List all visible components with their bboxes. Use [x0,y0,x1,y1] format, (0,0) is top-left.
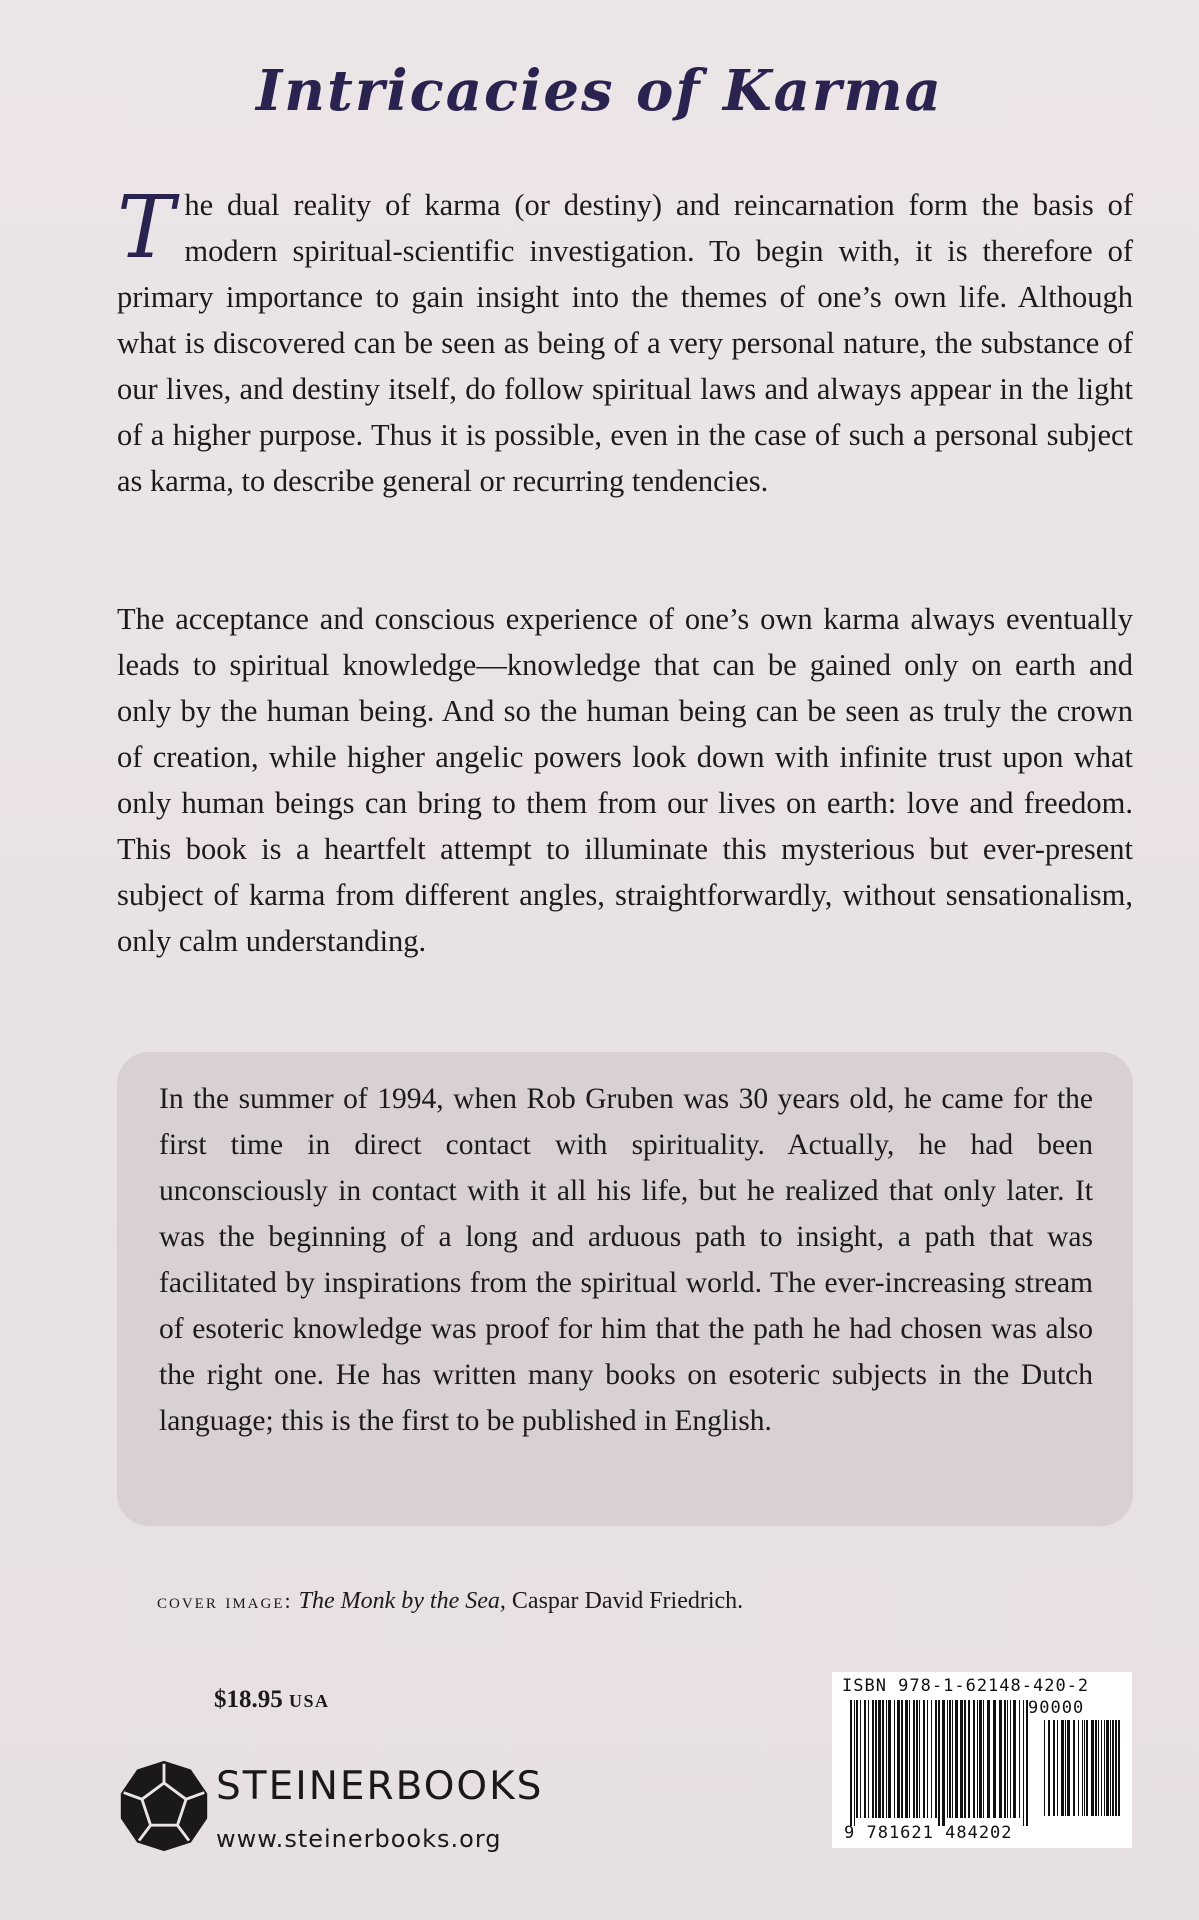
barcode-bar [960,1700,963,1818]
barcode-bar [1044,1720,1045,1816]
barcode-bar [1019,1700,1020,1818]
barcode-bar [916,1700,918,1818]
barcode-bar [964,1700,966,1818]
barcode-panel [832,1672,1132,1848]
price-currency: USA [289,1691,330,1711]
barcode-bar [979,1700,982,1818]
barcode-graphic [832,1672,1132,1848]
barcode-bar [1057,1720,1058,1816]
barcode-bar [878,1700,881,1818]
barcode-bar [1095,1720,1097,1816]
barcode-bar [1004,1700,1006,1818]
price [214,1686,330,1714]
barcode-bar [952,1700,953,1818]
barcode-bar [905,1700,908,1818]
barcode-bar [897,1700,900,1818]
barcode-bar [1026,1700,1028,1826]
barcode-bar [913,1700,915,1818]
description-paragraph-2: The acceptance and conscious experience of one’s own karma always eventually leads to spiritual knowledge—knowledge that can be gained only on earth and only by the human being. And so the human being can be seen as truly the crown of creation, while higher angelic powers look down with infinite trust upon what only human beings can bring to them from our lives on earth: love and freedom. This book is a heartfelt attempt to illuminate this mysterious but ever-present subject of karma from different angles, straightforwardly, without sensationalism, only calm understanding. [117,602,1133,958]
barcode-bar [935,1700,937,1818]
barcode-bar [875,1700,877,1818]
barcode-bar [909,1700,910,1818]
barcode-bar [931,1700,932,1818]
barcode-bar [1106,1720,1109,1816]
barcode-bar [1082,1720,1083,1816]
barcode-bar [1084,1720,1085,1816]
barcode-bar [864,1700,866,1818]
barcode-bar [1013,1700,1016,1818]
barcode-bar [927,1700,928,1818]
barcode-bar [894,1700,895,1818]
barcode-bar [901,1700,903,1818]
cover-credit-work: The Monk by the Sea, [298,1588,506,1614]
book-title: Intricacies of Karma [256,58,943,124]
barcode-bar [1053,1720,1055,1816]
dodecahedron-icon [116,1758,212,1854]
barcode-bar [1078,1720,1079,1816]
barcode-bar [977,1700,978,1818]
barcode-bar [1067,1720,1070,1816]
price-amount: $18.95 [214,1686,283,1713]
barcode-bar [888,1700,891,1818]
barcode-bar [968,1700,970,1818]
barcode-bar [1007,1700,1008,1818]
barcode-bar [1112,1720,1114,1816]
cover-credit-label: cover image: [157,1588,293,1613]
barcode-bar [938,1700,940,1826]
barcode-bar [1061,1720,1064,1816]
barcode-bar [987,1700,990,1818]
barcode-bar [942,1700,945,1826]
description-paragraph-1 [117,178,1133,504]
barcode-bar [1048,1720,1050,1816]
barcode-number: 9 781621 484202 [844,1823,1013,1843]
barcode-bar [1110,1720,1111,1816]
barcode-bar [886,1700,887,1818]
barcode-bar [1023,1700,1024,1826]
barcode-bar [919,1700,920,1818]
barcode-bar [983,1700,984,1818]
barcode-bar [1104,1720,1105,1816]
barcode-bar [850,1700,852,1826]
cover-image-credit [157,1588,743,1615]
author-bio-box [117,1052,1133,1526]
barcode-bar [1065,1720,1066,1816]
publisher-name: STEINERBOOKS [216,1764,544,1809]
barcode-bar [854,1700,855,1826]
barcode-bar [882,1700,884,1818]
cover-credit-artist: Caspar David Friedrich. [511,1588,744,1614]
barcode-bar [955,1700,958,1818]
barcode-bar [1091,1720,1094,1816]
barcode-bar [973,1700,975,1818]
publisher-url: www.steinerbooks.org [216,1825,502,1853]
barcode-bar [1098,1720,1099,1816]
barcode-bar [1118,1720,1120,1816]
barcode-bar [1010,1700,1011,1818]
barcode-bar [1086,1720,1088,1816]
barcode-bar [1115,1720,1117,1816]
drop-cap: T [117,178,175,278]
description-paragraph-1-text: he dual reality of karma (or destiny) and reincarnation form the basis of modern spiritual-scientific investigation. To begin with, it is therefore of primary importance to gain insight into the themes of one’s own life. Although what is discovered can be seen as being of a very personal nature, the substance of our lives, and destiny itself, do follow spiritual laws and always appear in the light of a higher purpose. Thus it is possible, even in the case of such a personal subject as karma, to describe general or recurring tendencies. [117,188,1133,498]
barcode-bar [999,1700,1002,1818]
barcode-bar [993,1700,996,1818]
barcode-bar [868,1700,869,1818]
barcode-bar [923,1700,925,1818]
barcode-bar [1101,1720,1102,1816]
author-bio-text: In the summer of 1994, when Rob Gruben was 30 years old, he came for the first time in direct contact with spirituality. Actually, he had been unconsciously in contact with it all his life, but he realized that only later. It was the beginning of a long and arduous path to insight, a path that was facilitated by inspirations from the spiritual world. The ever-increasing stream of esoteric knowledge was proof for him that the path he had chosen was also the right one. He has written many books on esoteric subjects in the Dutch language; this is the first to be published in English. [159,1083,1093,1437]
barcode-bar [947,1700,948,1818]
barcode-bar [1073,1720,1075,1816]
barcode-bar [872,1700,874,1818]
barcode-bar [860,1700,861,1818]
isbn-label: ISBN 978-1-62148-420-2 [842,1676,1090,1696]
price-addon-code: 90000 [1028,1698,1085,1718]
barcode-bar [856,1700,858,1818]
barcode-bar [949,1700,951,1818]
